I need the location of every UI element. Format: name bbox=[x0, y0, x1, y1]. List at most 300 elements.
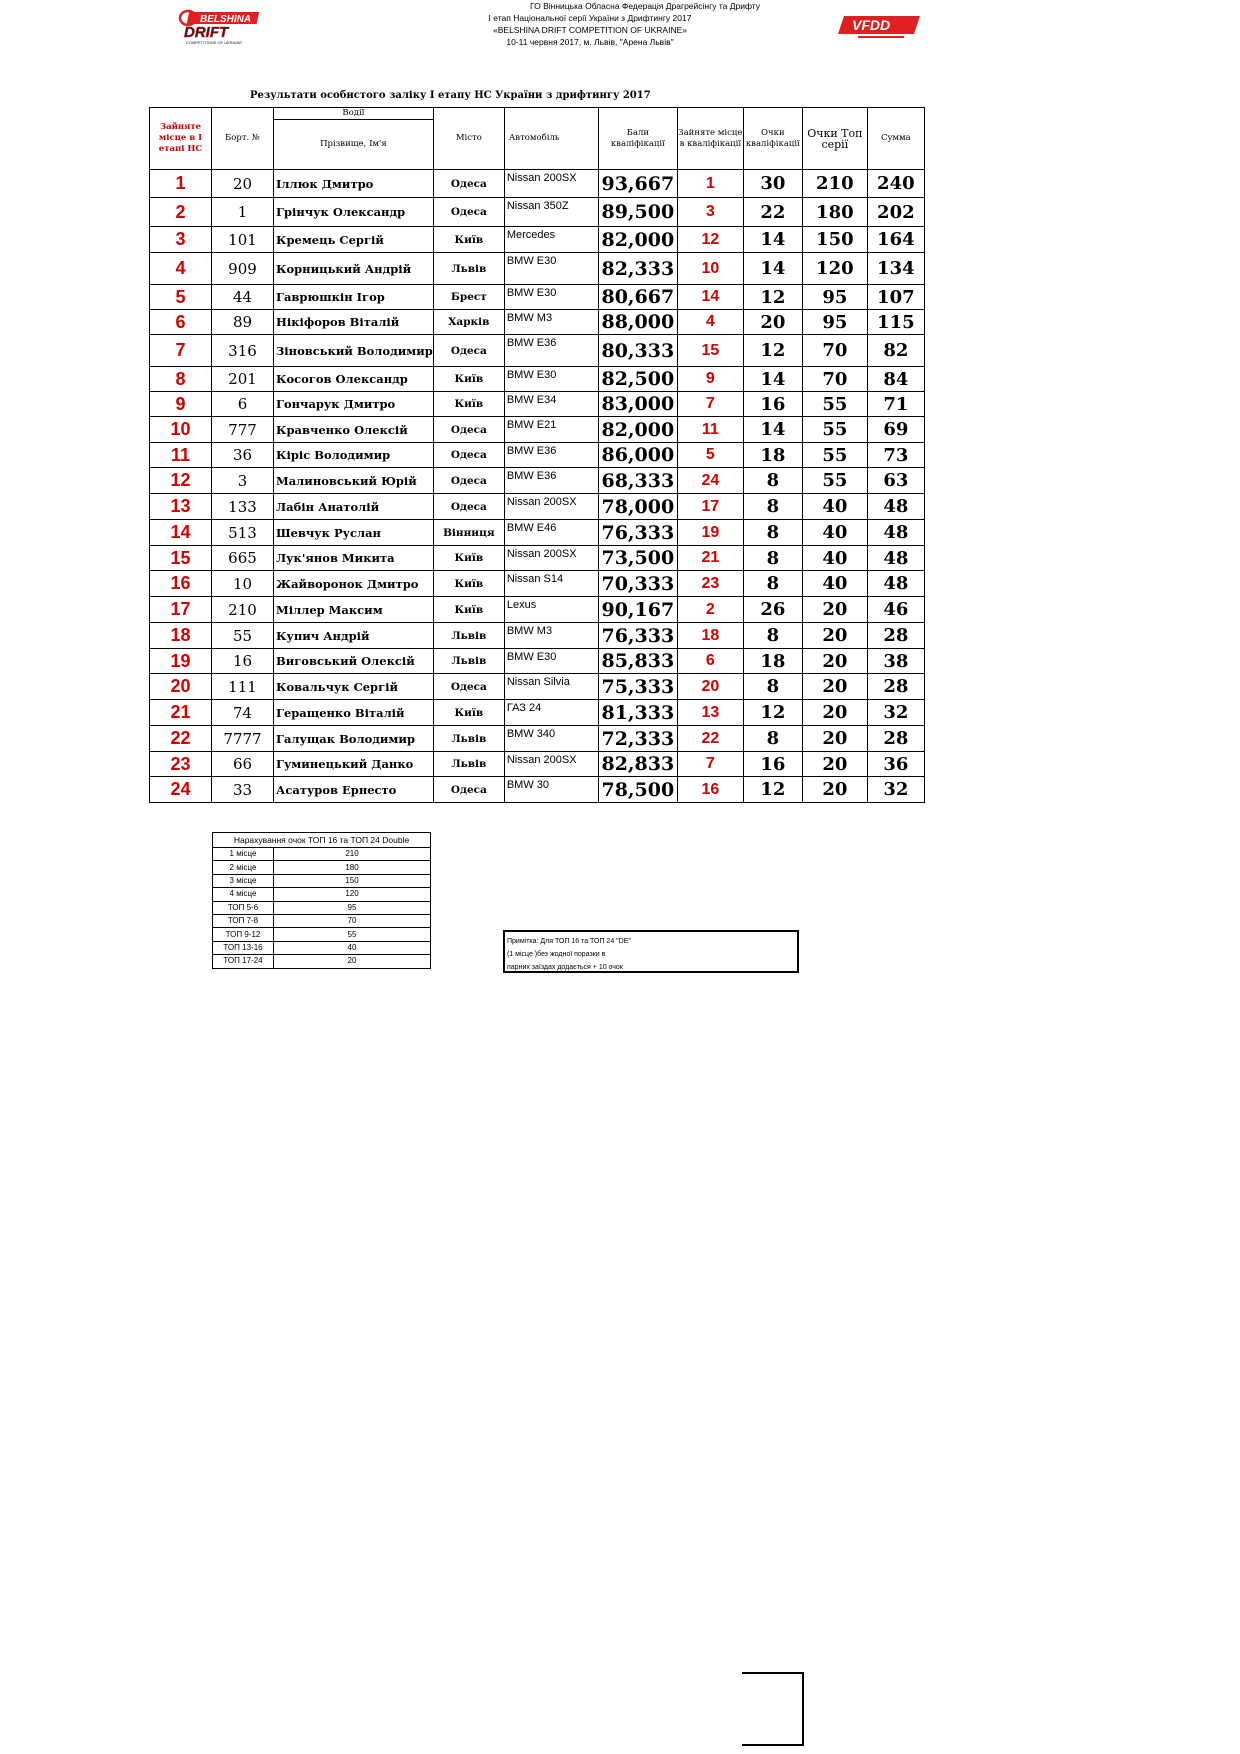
qualification-points: 12 bbox=[743, 285, 802, 310]
board-number: 111 bbox=[212, 674, 274, 700]
table-row bbox=[150, 520, 925, 546]
col-header-city: Місто bbox=[433, 108, 504, 170]
qualification-points: 8 bbox=[743, 494, 802, 520]
board-number: 1 bbox=[212, 198, 274, 227]
driver-name: Лабін Анатолій bbox=[274, 494, 434, 520]
points-value: 40 bbox=[274, 941, 431, 954]
top-series-points: 20 bbox=[802, 777, 867, 803]
qualification-points: 26 bbox=[743, 597, 802, 623]
car-model: Nissan 200SX bbox=[504, 170, 598, 198]
result-place: 8 bbox=[150, 367, 212, 392]
total-points: 71 bbox=[867, 392, 924, 417]
driver-name: Міллер Максим bbox=[274, 597, 434, 623]
header-org: ГО Вінницька Обласна Федерація Драгрейсінгу та Дрифту bbox=[530, 1, 760, 11]
result-place: 20 bbox=[150, 674, 212, 700]
col-header-score: Бали кваліфікації bbox=[598, 108, 677, 170]
qualification-score: 83,000 bbox=[598, 392, 677, 417]
points-row bbox=[213, 941, 431, 954]
qualification-points: 8 bbox=[743, 674, 802, 700]
qualification-score: 78,000 bbox=[598, 494, 677, 520]
header-date-venue: 10-11 червня 2017, м. Львів, "Арена Львів" bbox=[506, 37, 674, 47]
result-place: 19 bbox=[150, 649, 212, 674]
car-model: Lexus bbox=[504, 597, 598, 623]
vfdd-logo bbox=[838, 14, 920, 40]
qualification-score: 81,333 bbox=[598, 700, 677, 726]
driver-city: Львів bbox=[433, 253, 504, 285]
qualification-score: 88,000 bbox=[598, 310, 677, 335]
driver-city: Одеса bbox=[433, 494, 504, 520]
top-series-points: 20 bbox=[802, 726, 867, 752]
board-number: 74 bbox=[212, 700, 274, 726]
board-number: 133 bbox=[212, 494, 274, 520]
qualification-score: 72,333 bbox=[598, 726, 677, 752]
driver-name: Іллюк Дмитро bbox=[274, 170, 434, 198]
car-model: BMW 30 bbox=[504, 777, 598, 803]
top-series-points: 20 bbox=[802, 752, 867, 777]
table-row bbox=[150, 546, 925, 571]
top-series-points: 20 bbox=[802, 597, 867, 623]
qualification-place: 9 bbox=[677, 367, 743, 392]
qualification-place: 1 bbox=[677, 170, 743, 198]
qualification-place: 14 bbox=[677, 285, 743, 310]
driver-city: Одеса bbox=[433, 777, 504, 803]
driver-city: Одеса bbox=[433, 468, 504, 494]
col-header-top-points: Очки Топ серії bbox=[802, 108, 867, 170]
driver-name: Зіновський Володимир bbox=[274, 335, 434, 367]
belshina-drift-logo bbox=[178, 8, 266, 46]
result-place: 24 bbox=[150, 777, 212, 803]
table-row bbox=[150, 777, 925, 803]
car-model: BMW E30 bbox=[504, 285, 598, 310]
top-series-points: 55 bbox=[802, 417, 867, 443]
car-model: BMW E36 bbox=[504, 468, 598, 494]
top-series-points: 40 bbox=[802, 546, 867, 571]
qualification-place: 7 bbox=[677, 752, 743, 777]
qualification-place: 2 bbox=[677, 597, 743, 623]
qualification-points: 8 bbox=[743, 623, 802, 649]
qualification-place: 13 bbox=[677, 700, 743, 726]
top-series-points: 40 bbox=[802, 520, 867, 546]
qualification-score: 82,000 bbox=[598, 417, 677, 443]
board-number: 16 bbox=[212, 649, 274, 674]
car-model: BMW E34 bbox=[504, 392, 598, 417]
table-row bbox=[150, 253, 925, 285]
points-place-label: ТОП 7-8 bbox=[213, 914, 274, 927]
qualification-score: 73,500 bbox=[598, 546, 677, 571]
qualification-points: 8 bbox=[743, 571, 802, 597]
points-row bbox=[213, 874, 431, 887]
car-model: BMW 340 bbox=[504, 726, 598, 752]
board-number: 7777 bbox=[212, 726, 274, 752]
driver-name: Ковальчук Сергій bbox=[274, 674, 434, 700]
result-place: 17 bbox=[150, 597, 212, 623]
car-model: Nissan 200SX bbox=[504, 546, 598, 571]
driver-city: Одеса bbox=[433, 443, 504, 468]
driver-city: Брест bbox=[433, 285, 504, 310]
qualification-place: 15 bbox=[677, 335, 743, 367]
top-series-points: 20 bbox=[802, 674, 867, 700]
driver-name: Купич Андрій bbox=[274, 623, 434, 649]
points-value: 180 bbox=[274, 861, 431, 874]
qualification-place: 5 bbox=[677, 443, 743, 468]
top-series-points: 150 bbox=[802, 227, 867, 253]
note-line-2: (1 місце )без жодної поразки в bbox=[507, 951, 606, 958]
driver-city: Львів bbox=[433, 752, 504, 777]
top-series-points: 120 bbox=[802, 253, 867, 285]
table-row bbox=[150, 726, 925, 752]
points-row bbox=[213, 901, 431, 914]
points-value: 210 bbox=[274, 848, 431, 861]
board-number: 20 bbox=[212, 170, 274, 198]
qualification-place: 12 bbox=[677, 227, 743, 253]
note-box bbox=[503, 930, 799, 973]
points-value: 55 bbox=[274, 928, 431, 941]
total-points: 240 bbox=[867, 170, 924, 198]
qualification-score: 82,833 bbox=[598, 752, 677, 777]
top-series-points: 70 bbox=[802, 335, 867, 367]
table-row bbox=[150, 227, 925, 253]
driver-city: Київ bbox=[433, 700, 504, 726]
top-series-points: 55 bbox=[802, 392, 867, 417]
col-header-name: Прізвище, Ім'я bbox=[274, 120, 434, 170]
car-model: Nissan 200SX bbox=[504, 494, 598, 520]
board-number: 316 bbox=[212, 335, 274, 367]
driver-name: Кіріс Володимир bbox=[274, 443, 434, 468]
car-model: BMW E30 bbox=[504, 367, 598, 392]
qualification-points: 8 bbox=[743, 468, 802, 494]
results-body bbox=[150, 170, 925, 803]
table-row bbox=[150, 494, 925, 520]
table-row bbox=[150, 170, 925, 198]
col-header-qplace: Зайняте місце в кваліфікації bbox=[677, 108, 743, 170]
qualification-points: 12 bbox=[743, 777, 802, 803]
result-place: 21 bbox=[150, 700, 212, 726]
note-line-1: Примітка: Для ТОП 16 та ТОП 24 "DE" bbox=[507, 938, 631, 945]
qualification-points: 30 bbox=[743, 170, 802, 198]
driver-city: Львів bbox=[433, 726, 504, 752]
driver-city: Одеса bbox=[433, 335, 504, 367]
top-series-points: 55 bbox=[802, 468, 867, 494]
points-row bbox=[213, 955, 431, 968]
qualification-score: 80,333 bbox=[598, 335, 677, 367]
col-header-qpoints: Очки кваліфікації bbox=[743, 108, 802, 170]
result-place: 5 bbox=[150, 285, 212, 310]
result-place: 23 bbox=[150, 752, 212, 777]
qualification-points: 12 bbox=[743, 335, 802, 367]
board-number: 513 bbox=[212, 520, 274, 546]
qualification-points: 18 bbox=[743, 443, 802, 468]
car-model: Nissan Silvia bbox=[504, 674, 598, 700]
qualification-place: 23 bbox=[677, 571, 743, 597]
total-points: 69 bbox=[867, 417, 924, 443]
board-number: 777 bbox=[212, 417, 274, 443]
result-place: 12 bbox=[150, 468, 212, 494]
table-row bbox=[150, 700, 925, 726]
logo-word-belshina: BELSHINA bbox=[200, 14, 252, 25]
board-number: 36 bbox=[212, 443, 274, 468]
result-place: 1 bbox=[150, 170, 212, 198]
qualification-place: 6 bbox=[677, 649, 743, 674]
qualification-score: 75,333 bbox=[598, 674, 677, 700]
points-place-label: 1 місце bbox=[213, 848, 274, 861]
board-number: 89 bbox=[212, 310, 274, 335]
board-number: 210 bbox=[212, 597, 274, 623]
driver-name: Кремець Сергій bbox=[274, 227, 434, 253]
board-number: 3 bbox=[212, 468, 274, 494]
car-model: BMW E46 bbox=[504, 520, 598, 546]
points-table-caption: Нарахування очок ТОП 16 та ТОП 24 Double bbox=[213, 833, 431, 848]
col-header-car: Автомобіль bbox=[504, 108, 598, 170]
points-row bbox=[213, 914, 431, 927]
driver-name: Лук'янов Микита bbox=[274, 546, 434, 571]
driver-city: Вінниця bbox=[433, 520, 504, 546]
driver-city: Київ bbox=[433, 597, 504, 623]
result-place: 10 bbox=[150, 417, 212, 443]
qualification-points: 14 bbox=[743, 253, 802, 285]
result-place: 9 bbox=[150, 392, 212, 417]
qualification-score: 68,333 bbox=[598, 468, 677, 494]
result-place: 2 bbox=[150, 198, 212, 227]
top-series-points: 95 bbox=[802, 310, 867, 335]
qualification-place: 24 bbox=[677, 468, 743, 494]
car-model: BMW E36 bbox=[504, 443, 598, 468]
results-table bbox=[149, 107, 925, 803]
qualification-points: 18 bbox=[743, 649, 802, 674]
table-row bbox=[150, 417, 925, 443]
total-points: 134 bbox=[867, 253, 924, 285]
col-header-total: Сумма bbox=[867, 108, 924, 170]
total-points: 28 bbox=[867, 674, 924, 700]
top-series-points: 55 bbox=[802, 443, 867, 468]
total-points: 36 bbox=[867, 752, 924, 777]
qualification-points: 8 bbox=[743, 546, 802, 571]
total-points: 107 bbox=[867, 285, 924, 310]
board-number: 66 bbox=[212, 752, 274, 777]
qualification-score: 70,333 bbox=[598, 571, 677, 597]
points-value: 150 bbox=[274, 874, 431, 887]
table-row bbox=[150, 392, 925, 417]
table-row bbox=[150, 597, 925, 623]
points-row bbox=[213, 861, 431, 874]
points-value: 70 bbox=[274, 914, 431, 927]
driver-name: Жайворонок Дмитро bbox=[274, 571, 434, 597]
driver-name: Гуминецький Данко bbox=[274, 752, 434, 777]
driver-city: Харків bbox=[433, 310, 504, 335]
car-model: BMW M3 bbox=[504, 310, 598, 335]
car-model: BMW E30 bbox=[504, 253, 598, 285]
qualification-points: 14 bbox=[743, 227, 802, 253]
total-points: 32 bbox=[867, 700, 924, 726]
table-row bbox=[150, 198, 925, 227]
top-series-points: 95 bbox=[802, 285, 867, 310]
qualification-score: 78,500 bbox=[598, 777, 677, 803]
qualification-points: 12 bbox=[743, 700, 802, 726]
table-row bbox=[150, 285, 925, 310]
driver-name: Галущак Володимир bbox=[274, 726, 434, 752]
total-points: 202 bbox=[867, 198, 924, 227]
points-value: 95 bbox=[274, 901, 431, 914]
total-points: 48 bbox=[867, 520, 924, 546]
board-number: 44 bbox=[212, 285, 274, 310]
points-value: 20 bbox=[274, 955, 431, 968]
board-number: 909 bbox=[212, 253, 274, 285]
qualification-score: 90,167 bbox=[598, 597, 677, 623]
total-points: 32 bbox=[867, 777, 924, 803]
car-model: BMW E30 bbox=[504, 649, 598, 674]
car-model: BMW E21 bbox=[504, 417, 598, 443]
car-model: Nissan 200SX bbox=[504, 752, 598, 777]
board-number: 10 bbox=[212, 571, 274, 597]
qualification-score: 85,833 bbox=[598, 649, 677, 674]
result-place: 18 bbox=[150, 623, 212, 649]
qualification-points: 8 bbox=[743, 726, 802, 752]
table-row bbox=[150, 571, 925, 597]
total-points: 63 bbox=[867, 468, 924, 494]
car-model: Nissan 350Z bbox=[504, 198, 598, 227]
top-series-points: 20 bbox=[802, 623, 867, 649]
car-model: Nissan S14 bbox=[504, 571, 598, 597]
table-row bbox=[150, 310, 925, 335]
table-row bbox=[150, 623, 925, 649]
result-place: 4 bbox=[150, 253, 212, 285]
header-stage: І етап Національної серії України з Дрифтингу 2017 bbox=[488, 13, 692, 23]
result-place: 16 bbox=[150, 571, 212, 597]
driver-city: Львів bbox=[433, 649, 504, 674]
col-header-board: Борт. № bbox=[212, 108, 274, 170]
total-points: 38 bbox=[867, 649, 924, 674]
qualification-points: 8 bbox=[743, 520, 802, 546]
driver-name: Нікіфоров Віталій bbox=[274, 310, 434, 335]
total-points: 48 bbox=[867, 546, 924, 571]
points-place-label: 2 місце bbox=[213, 861, 274, 874]
points-row bbox=[213, 888, 431, 901]
qualification-place: 18 bbox=[677, 623, 743, 649]
driver-name: Геращенко Віталій bbox=[274, 700, 434, 726]
driver-city: Одеса bbox=[433, 674, 504, 700]
board-number: 33 bbox=[212, 777, 274, 803]
total-points: 115 bbox=[867, 310, 924, 335]
logo-word-drift: DRIFT bbox=[184, 24, 229, 41]
qualification-place: 17 bbox=[677, 494, 743, 520]
qualification-points: 14 bbox=[743, 367, 802, 392]
total-points: 48 bbox=[867, 571, 924, 597]
points-value: 120 bbox=[274, 888, 431, 901]
qualification-score: 82,500 bbox=[598, 367, 677, 392]
driver-name: Асатуров Ернесто bbox=[274, 777, 434, 803]
qualification-place: 22 bbox=[677, 726, 743, 752]
table-row bbox=[150, 752, 925, 777]
col-header-drivers: Водії bbox=[274, 108, 434, 120]
total-points: 48 bbox=[867, 494, 924, 520]
qualification-place: 20 bbox=[677, 674, 743, 700]
result-place: 3 bbox=[150, 227, 212, 253]
corner-bracket bbox=[742, 1672, 804, 1746]
qualification-score: 76,333 bbox=[598, 623, 677, 649]
driver-city: Київ bbox=[433, 571, 504, 597]
driver-name: Корницький Андрій bbox=[274, 253, 434, 285]
car-model: BMW M3 bbox=[504, 623, 598, 649]
points-place-label: 4 місце bbox=[213, 888, 274, 901]
total-points: 28 bbox=[867, 623, 924, 649]
total-points: 82 bbox=[867, 335, 924, 367]
qualification-place: 11 bbox=[677, 417, 743, 443]
driver-name: Малиновський Юрій bbox=[274, 468, 434, 494]
logo-tagline: COMPETITIONS OF UKRAINE bbox=[186, 40, 243, 45]
driver-city: Одеса bbox=[433, 170, 504, 198]
qualification-place: 16 bbox=[677, 777, 743, 803]
top-series-points: 180 bbox=[802, 198, 867, 227]
qualification-points: 22 bbox=[743, 198, 802, 227]
qualification-place: 3 bbox=[677, 198, 743, 227]
driver-city: Львів bbox=[433, 623, 504, 649]
result-place: 22 bbox=[150, 726, 212, 752]
board-number: 201 bbox=[212, 367, 274, 392]
points-allocation-table bbox=[212, 832, 431, 969]
driver-name: Гаврюшкін Ігор bbox=[274, 285, 434, 310]
driver-name: Гончарук Дмитро bbox=[274, 392, 434, 417]
driver-city: Одеса bbox=[433, 198, 504, 227]
points-place-label: 3 місце bbox=[213, 874, 274, 887]
car-model: BMW E36 bbox=[504, 335, 598, 367]
total-points: 28 bbox=[867, 726, 924, 752]
car-model: ГАЗ 24 bbox=[504, 700, 598, 726]
qualification-score: 86,000 bbox=[598, 443, 677, 468]
driver-city: Київ bbox=[433, 227, 504, 253]
event-header bbox=[380, 0, 800, 48]
qualification-score: 80,667 bbox=[598, 285, 677, 310]
qualification-place: 19 bbox=[677, 520, 743, 546]
driver-name: Грінчук Олександр bbox=[274, 198, 434, 227]
top-series-points: 70 bbox=[802, 367, 867, 392]
qualification-place: 10 bbox=[677, 253, 743, 285]
driver-city: Київ bbox=[433, 392, 504, 417]
qualification-points: 20 bbox=[743, 310, 802, 335]
result-place: 6 bbox=[150, 310, 212, 335]
points-table-body bbox=[213, 848, 431, 969]
board-number: 6 bbox=[212, 392, 274, 417]
results-title: Результати особистого заліку І етапу НС України з дрифтингу 2017 bbox=[250, 90, 651, 101]
driver-name: Шевчук Руслан bbox=[274, 520, 434, 546]
driver-name: Виговський Олексій bbox=[274, 649, 434, 674]
table-row bbox=[150, 674, 925, 700]
board-number: 55 bbox=[212, 623, 274, 649]
board-number: 101 bbox=[212, 227, 274, 253]
result-place: 7 bbox=[150, 335, 212, 367]
top-series-points: 20 bbox=[802, 700, 867, 726]
qualification-place: 4 bbox=[677, 310, 743, 335]
result-place: 11 bbox=[150, 443, 212, 468]
driver-city: Київ bbox=[433, 546, 504, 571]
qualification-points: 16 bbox=[743, 392, 802, 417]
table-row bbox=[150, 367, 925, 392]
points-place-label: ТОП 5-6 bbox=[213, 901, 274, 914]
points-row bbox=[213, 928, 431, 941]
points-place-label: ТОП 9-12 bbox=[213, 928, 274, 941]
driver-name: Косогов Олександр bbox=[274, 367, 434, 392]
header-competition: «BELSHINA DRIFT COMPETITION OF UKRAINE» bbox=[493, 25, 687, 35]
qualification-score: 89,500 bbox=[598, 198, 677, 227]
qualification-score: 82,000 bbox=[598, 227, 677, 253]
qualification-points: 14 bbox=[743, 417, 802, 443]
driver-name: Кравченко Олексій bbox=[274, 417, 434, 443]
total-points: 84 bbox=[867, 367, 924, 392]
qualification-score: 82,333 bbox=[598, 253, 677, 285]
result-place: 15 bbox=[150, 546, 212, 571]
table-row bbox=[150, 443, 925, 468]
qualification-score: 76,333 bbox=[598, 520, 677, 546]
qualification-score: 93,667 bbox=[598, 170, 677, 198]
points-place-label: ТОП 17-24 bbox=[213, 955, 274, 968]
